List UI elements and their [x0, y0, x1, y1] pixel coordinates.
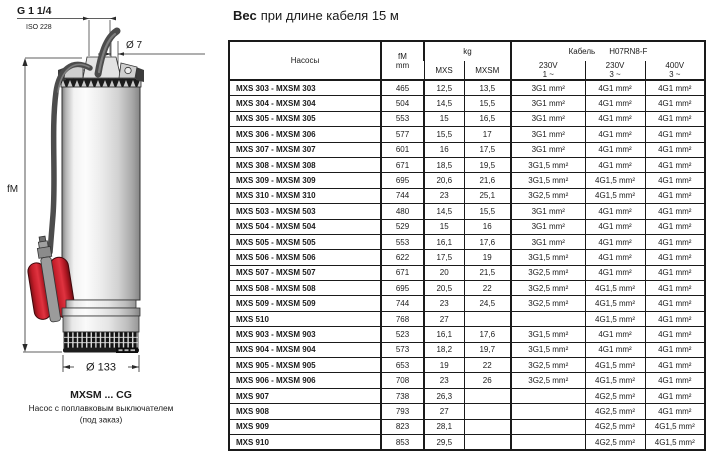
mxs-weight-cell: 28,1 — [424, 419, 464, 434]
fm-cell: 695 — [381, 281, 424, 296]
cable-230v3-cell: 4G2,5 mm² — [585, 404, 645, 419]
mxs-weight-cell: 14,5 — [424, 204, 464, 219]
table-row — [229, 434, 705, 450]
suction-strainer — [63, 332, 139, 353]
mxs-weight-cell: 15,5 — [424, 127, 464, 142]
table-row — [229, 80, 705, 96]
weight-table — [228, 40, 706, 451]
cable-230v3-cell: 4G1,5 mm² — [585, 173, 645, 188]
voltage-label: 230V — [538, 61, 558, 70]
mxsm-weight-cell: 17,6 — [464, 327, 511, 342]
table-row — [229, 404, 705, 419]
page-title-bold: Вес — [233, 8, 257, 23]
cable-400v3-cell: 4G1,5 mm² — [645, 419, 705, 434]
cable-230v3-cell: 4G1 mm² — [585, 219, 645, 234]
pumps-column-header: Насосы — [229, 41, 381, 80]
page-title-rest: при длине кабеля 15 м — [260, 8, 399, 23]
cable-230v3-cell: 4G1 mm² — [585, 342, 645, 357]
cable-230v3-cell: 4G2,5 mm² — [585, 419, 645, 434]
cable-230v1-cell: 3G1 mm² — [511, 127, 585, 142]
mxs-weight-cell: 15 — [424, 219, 464, 234]
cable-230v-1ph-header — [511, 61, 585, 80]
pump-name-cell: MXS 909 — [229, 419, 381, 434]
mxsm-weight-cell: 17,5 — [464, 142, 511, 157]
cable-230v3-cell: 4G2,5 mm² — [585, 388, 645, 403]
mxs-weight-cell: 27 — [424, 404, 464, 419]
base-diameter-label: Ø 133 — [86, 361, 116, 374]
cable-230v3-cell: 4G1 mm² — [585, 157, 645, 172]
pump-drawing-svg — [0, 0, 230, 454]
cable-230v1-cell: 3G1,5 mm² — [511, 173, 585, 188]
pump-name-cell: MXS 510 — [229, 311, 381, 326]
mxs-weight-cell: 17,5 — [424, 250, 464, 265]
cable-400v3-cell: 4G1 mm² — [645, 173, 705, 188]
cable-230v3-cell: 4G1,5 mm² — [585, 296, 645, 311]
phase-label: 3 ~ — [669, 70, 681, 79]
mxs-weight-cell: 23 — [424, 373, 464, 388]
voltage-label: 230V — [605, 61, 625, 70]
table-row — [229, 327, 705, 342]
mxsm-weight-cell: 16,5 — [464, 111, 511, 126]
pump-name-cell: MXS 503 - MXSM 503 — [229, 204, 381, 219]
mxs-weight-cell: 20,6 — [424, 173, 464, 188]
cable-230v1-cell — [511, 388, 585, 403]
pump-lower-section — [62, 300, 140, 332]
table-row — [229, 204, 705, 219]
mxsm-weight-cell — [464, 434, 511, 450]
cable-230v3-cell: 4G1 mm² — [585, 80, 645, 96]
weight-table-body — [229, 80, 705, 450]
mxsm-weight-cell — [464, 388, 511, 403]
mxs-weight-cell: 12,5 — [424, 80, 464, 96]
table-row — [229, 157, 705, 172]
pump-name-cell: MXS 905 - MXSM 905 — [229, 358, 381, 373]
height-dim-label: fM — [7, 184, 19, 195]
pump-name-cell: MXS 303 - MXSM 303 — [229, 80, 381, 96]
fm-cell: 465 — [381, 80, 424, 96]
cable-230v1-cell: 3G1 mm² — [511, 234, 585, 249]
cable-400v3-cell: 4G1 mm² — [645, 296, 705, 311]
caption-line2: (под заказ) — [79, 414, 123, 425]
pump-name-cell: MXS 907 — [229, 388, 381, 403]
cable-230v1-cell — [511, 404, 585, 419]
table-row — [229, 111, 705, 126]
fm-column-header — [381, 41, 424, 80]
table-row — [229, 342, 705, 357]
cable-400v3-cell: 4G1 mm² — [645, 142, 705, 157]
mxsm-weight-cell: 19 — [464, 250, 511, 265]
mxsm-weight-cell — [464, 419, 511, 434]
thread-label: G 1 1/4 — [17, 5, 52, 17]
cable-230v1-cell: 3G1 mm² — [511, 111, 585, 126]
mxs-weight-cell: 23 — [424, 296, 464, 311]
cable-230v3-cell: 4G1 mm² — [585, 234, 645, 249]
fm-cell: 480 — [381, 204, 424, 219]
mxsm-weight-cell: 15,5 — [464, 204, 511, 219]
voltage-label: 400V — [665, 61, 685, 70]
cable-230v1-cell: 3G2,5 mm² — [511, 373, 585, 388]
cable-230v3-cell: 4G1 mm² — [585, 204, 645, 219]
cable-230v1-cell: 3G2,5 mm² — [511, 281, 585, 296]
pump-name-cell: MXS 910 — [229, 434, 381, 450]
cable-400v3-cell: 4G1 mm² — [645, 327, 705, 342]
mxs-column-header: MXS — [424, 61, 464, 80]
mxsm-column-header: MXSM — [464, 61, 511, 80]
mxs-weight-cell: 23 — [424, 188, 464, 203]
cable-230v1-cell: 3G1,5 mm² — [511, 327, 585, 342]
fm-cell: 671 — [381, 157, 424, 172]
caption-model: MXSM ... CG — [70, 389, 132, 401]
mxsm-weight-cell: 26 — [464, 373, 511, 388]
mxsm-weight-cell: 17,6 — [464, 234, 511, 249]
fm-cell: 601 — [381, 142, 424, 157]
cable-230v1-cell: 3G2,5 mm² — [511, 296, 585, 311]
cable-230v1-cell: 3G1 mm² — [511, 80, 585, 96]
fm-cell: 671 — [381, 265, 424, 280]
cable-230v1-cell: 3G2,5 mm² — [511, 188, 585, 203]
fm-unit-bottom: mm — [395, 60, 410, 70]
cable-400v3-cell: 4G1 mm² — [645, 373, 705, 388]
cable-230v3-cell: 4G1,5 mm² — [585, 188, 645, 203]
cable-group-header — [511, 41, 705, 61]
cable-400v3-cell: 4G1 mm² — [645, 404, 705, 419]
mxsm-weight-cell: 19,5 — [464, 157, 511, 172]
cable-diameter-label: Ø 7 — [126, 40, 143, 51]
table-row — [229, 296, 705, 311]
cable-230v3-cell: 4G1,5 mm² — [585, 311, 645, 326]
table-row — [229, 142, 705, 157]
mxsm-weight-cell: 24,5 — [464, 296, 511, 311]
fm-cell: 738 — [381, 388, 424, 403]
pump-name-cell: MXS 506 - MXSM 506 — [229, 250, 381, 265]
table-row — [229, 358, 705, 373]
cable-400v3-cell: 4G1 mm² — [645, 388, 705, 403]
mxsm-weight-cell — [464, 311, 511, 326]
cable-230v1-cell — [511, 311, 585, 326]
pump-name-cell: MXS 504 - MXSM 504 — [229, 219, 381, 234]
cable-400v3-cell: 4G1 mm² — [645, 234, 705, 249]
table-row — [229, 234, 705, 249]
pump-name-cell: MXS 903 - MXSM 903 — [229, 327, 381, 342]
mxsm-weight-cell: 21,6 — [464, 173, 511, 188]
pump-drawing — [0, 0, 230, 454]
fm-cell: 573 — [381, 342, 424, 357]
thread-standard-label: ISO 228 — [26, 24, 52, 31]
cable-230v3-cell: 4G1 mm² — [585, 265, 645, 280]
pump-name-cell: MXS 505 - MXSM 505 — [229, 234, 381, 249]
cable-230v3-cell: 4G1 mm² — [585, 111, 645, 126]
mxs-weight-cell: 16 — [424, 142, 464, 157]
pump-name-cell: MXS 308 - MXSM 308 — [229, 157, 381, 172]
table-row — [229, 96, 705, 111]
cable-230v1-cell: 3G1 mm² — [511, 96, 585, 111]
pump-name-cell: MXS 307 - MXSM 307 — [229, 142, 381, 157]
cable-400v3-cell: 4G1 mm² — [645, 80, 705, 96]
fm-cell: 708 — [381, 373, 424, 388]
table-row — [229, 388, 705, 403]
table-row — [229, 127, 705, 142]
pump-name-cell: MXS 309 - MXSM 309 — [229, 173, 381, 188]
cable-400v-3ph-header — [645, 61, 705, 80]
fm-cell: 622 — [381, 250, 424, 265]
pump-name-cell: MXS 310 - MXSM 310 — [229, 188, 381, 203]
cable-230v-3ph-header — [585, 61, 645, 80]
cable-230v1-cell: 3G1,5 mm² — [511, 157, 585, 172]
cable-400v3-cell: 4G1 mm² — [645, 188, 705, 203]
cable-230v1-cell: 3G2,5 mm² — [511, 358, 585, 373]
mxs-weight-cell: 19 — [424, 358, 464, 373]
table-row — [229, 281, 705, 296]
cable-230v3-cell: 4G2,5 mm² — [585, 434, 645, 450]
cable-230v1-cell: 3G2,5 mm² — [511, 265, 585, 280]
mxs-weight-cell: 14,5 — [424, 96, 464, 111]
mxs-weight-cell: 15 — [424, 111, 464, 126]
table-row — [229, 219, 705, 234]
cable-type-label: H07RN8-F — [609, 47, 648, 56]
fm-cell: 695 — [381, 173, 424, 188]
mxs-weight-cell: 16,1 — [424, 234, 464, 249]
kg-group-header: kg — [424, 41, 511, 61]
cable-230v1-cell: 3G1 mm² — [511, 204, 585, 219]
phase-label: 3 ~ — [609, 70, 621, 79]
cable-400v3-cell: 4G1 mm² — [645, 358, 705, 373]
mxs-weight-cell: 18,5 — [424, 157, 464, 172]
mxsm-weight-cell — [464, 404, 511, 419]
cable-400v3-cell: 4G1 mm² — [645, 219, 705, 234]
phase-label: 1 ~ — [542, 70, 554, 79]
fm-cell: 529 — [381, 219, 424, 234]
cable-400v3-cell: 4G1 mm² — [645, 127, 705, 142]
cable-400v3-cell: 4G1 mm² — [645, 342, 705, 357]
cable-400v3-cell: 4G1 mm² — [645, 111, 705, 126]
cable-label: Кабель — [568, 47, 596, 56]
cable-230v1-cell: 3G1,5 mm² — [511, 342, 585, 357]
cable-400v3-cell: 4G1 mm² — [645, 204, 705, 219]
cable-400v3-cell: 4G1 mm² — [645, 265, 705, 280]
table-row — [229, 311, 705, 326]
pump-name-cell: MXS 904 - MXSM 904 — [229, 342, 381, 357]
table-row — [229, 419, 705, 434]
fm-cell: 553 — [381, 234, 424, 249]
cable-230v3-cell: 4G1 mm² — [585, 327, 645, 342]
cable-230v3-cell: 4G1 mm² — [585, 96, 645, 111]
mxsm-weight-cell: 16 — [464, 219, 511, 234]
fm-cell: 768 — [381, 311, 424, 326]
mxsm-weight-cell: 22 — [464, 358, 511, 373]
mxs-weight-cell: 20,5 — [424, 281, 464, 296]
cable-230v3-cell: 4G1 mm² — [585, 127, 645, 142]
cable-230v3-cell: 4G1 mm² — [585, 142, 645, 157]
drawing-code-mark — [116, 348, 138, 354]
fm-cell: 744 — [381, 296, 424, 311]
mxs-weight-cell: 29,5 — [424, 434, 464, 450]
fm-cell: 504 — [381, 96, 424, 111]
mxs-weight-cell: 27 — [424, 311, 464, 326]
table-row — [229, 188, 705, 203]
table-row — [229, 173, 705, 188]
mxsm-weight-cell: 21,5 — [464, 265, 511, 280]
caption-line1: Насос с поплавковым выключателем — [28, 403, 174, 413]
cable-230v3-cell: 4G1,5 mm² — [585, 373, 645, 388]
mxsm-weight-cell: 15,5 — [464, 96, 511, 111]
fm-unit-top: fM — [398, 51, 407, 61]
page-title — [233, 8, 399, 23]
cable-230v3-cell: 4G1,5 mm² — [585, 358, 645, 373]
fm-cell: 577 — [381, 127, 424, 142]
pump-name-cell: MXS 509 - MXSM 509 — [229, 296, 381, 311]
pump-name-cell: MXS 508 - MXSM 508 — [229, 281, 381, 296]
fm-cell: 744 — [381, 188, 424, 203]
cable-230v1-cell — [511, 419, 585, 434]
pump-body — [62, 86, 140, 300]
mxsm-weight-cell: 13,5 — [464, 80, 511, 96]
cable-400v3-cell: 4G1 mm² — [645, 157, 705, 172]
pump-name-cell: MXS 507 - MXSM 507 — [229, 265, 381, 280]
fm-cell: 853 — [381, 434, 424, 450]
pump-name-cell: MXS 906 - MXSM 906 — [229, 373, 381, 388]
pump-name-cell: MXS 908 — [229, 404, 381, 419]
fm-cell: 793 — [381, 404, 424, 419]
cable-400v3-cell: 4G1 mm² — [645, 250, 705, 265]
fm-cell: 553 — [381, 111, 424, 126]
table-row — [229, 373, 705, 388]
cable-400v3-cell: 4G1,5 mm² — [645, 434, 705, 450]
fm-cell: 653 — [381, 358, 424, 373]
cable-230v3-cell: 4G1,5 mm² — [585, 281, 645, 296]
mxs-weight-cell: 20 — [424, 265, 464, 280]
mxsm-weight-cell: 25,1 — [464, 188, 511, 203]
cable-230v3-cell: 4G1 mm² — [585, 250, 645, 265]
cable-400v3-cell: 4G1 mm² — [645, 96, 705, 111]
mxs-weight-cell: 18,2 — [424, 342, 464, 357]
serrated-ring — [61, 77, 141, 87]
fm-cell: 523 — [381, 327, 424, 342]
pump-name-cell: MXS 305 - MXSM 305 — [229, 111, 381, 126]
table-row — [229, 265, 705, 280]
mxsm-weight-cell: 22 — [464, 281, 511, 296]
cable-230v1-cell: 3G1 mm² — [511, 142, 585, 157]
fm-cell: 823 — [381, 419, 424, 434]
mxs-weight-cell: 16,1 — [424, 327, 464, 342]
mxsm-weight-cell: 19,7 — [464, 342, 511, 357]
pump-name-cell: MXS 306 - MXSM 306 — [229, 127, 381, 142]
cable-230v1-cell: 3G1 mm² — [511, 219, 585, 234]
table-row — [229, 250, 705, 265]
mxs-weight-cell: 26,3 — [424, 388, 464, 403]
cable-230v1-cell: 3G1,5 mm² — [511, 250, 585, 265]
cable-400v3-cell: 4G1 mm² — [645, 281, 705, 296]
pump-name-cell: MXS 304 - MXSM 304 — [229, 96, 381, 111]
cable-230v1-cell — [511, 434, 585, 450]
mxsm-weight-cell: 17 — [464, 127, 511, 142]
cable-400v3-cell: 4G1 mm² — [645, 311, 705, 326]
